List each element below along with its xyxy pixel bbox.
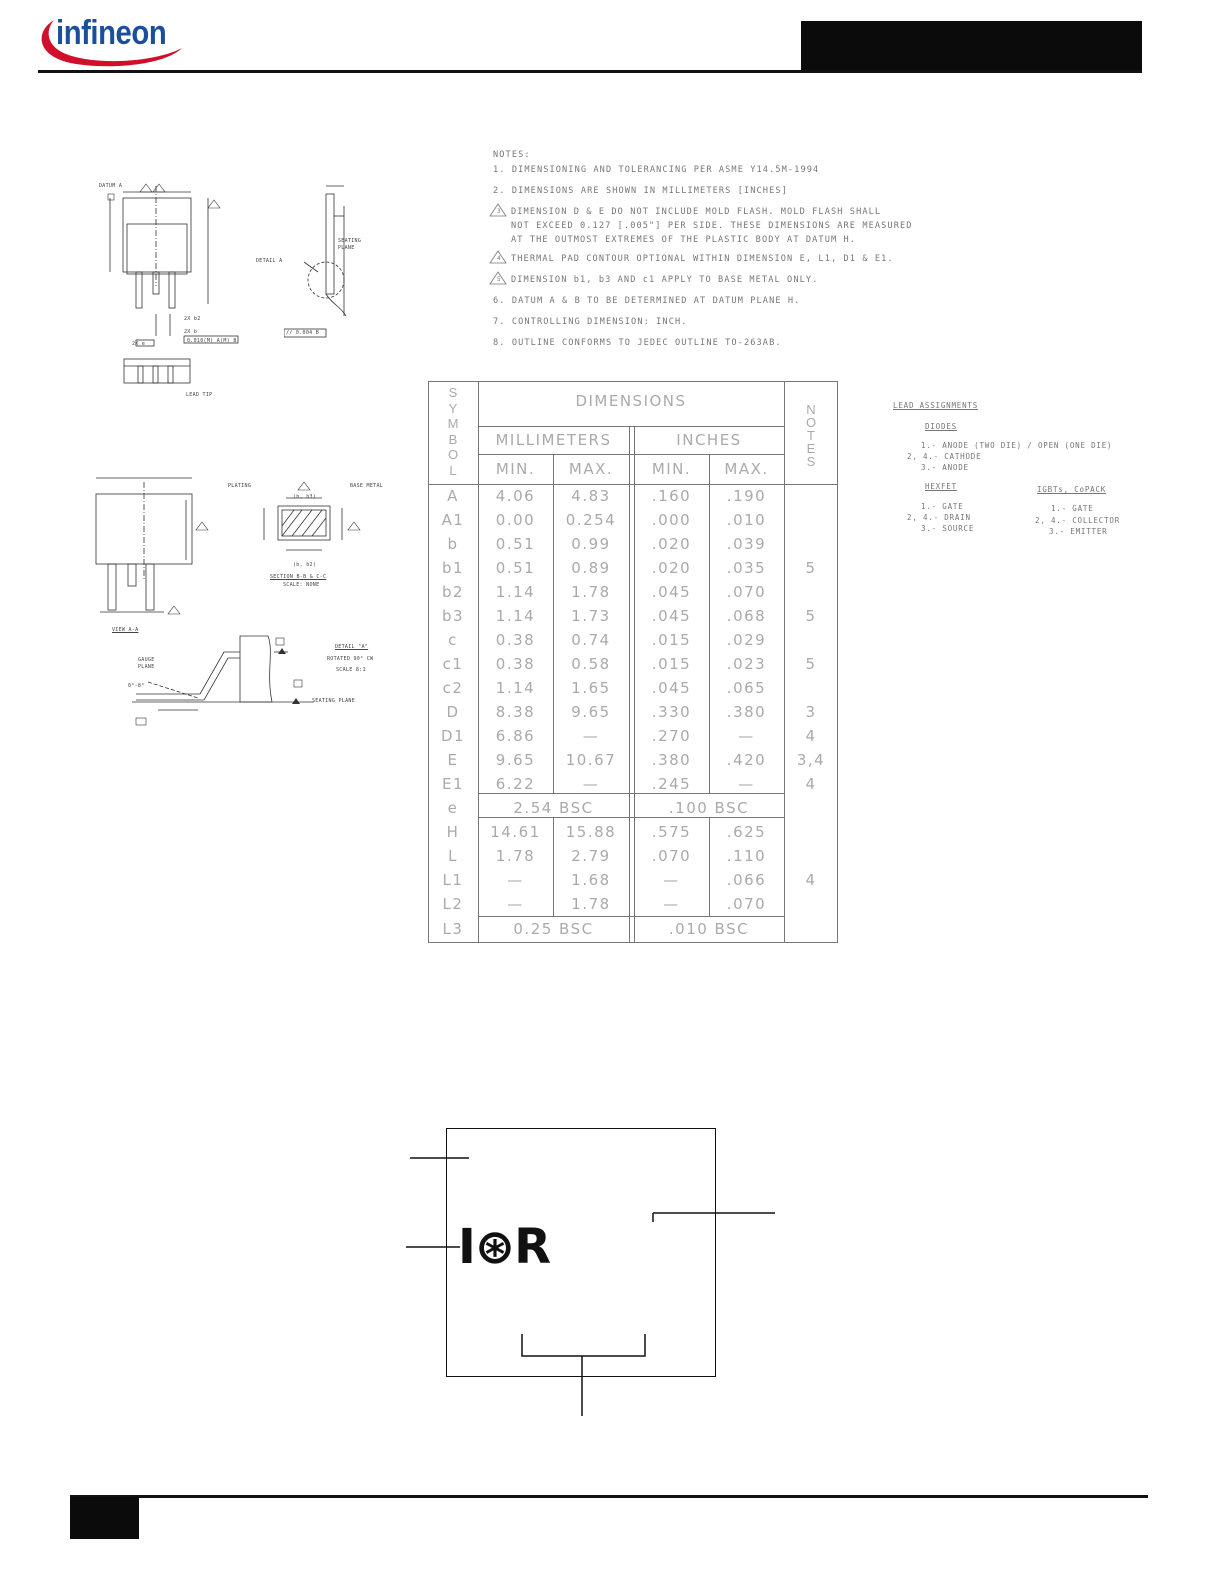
dim-2xb2-label: 2X b2 [184,316,201,322]
igbt-line-2: 2, 4.- COLLECTOR [1035,516,1121,525]
diodes-line-3: 3.- ANODE [921,463,969,472]
row-in-max: .065 [726,679,767,697]
inches-header: INCHES [676,431,742,449]
row-mm-min: 4.06 [495,487,536,505]
row-in-min: .270 [651,727,692,745]
row-symbol: L [448,847,458,865]
row-in-max: .035 [726,559,767,577]
dimension-table [428,381,838,943]
table-border-bottom [428,942,838,943]
row-mm-min: — [507,871,524,889]
lead-assignments-title: LEAD ASSIGNMENTS [893,401,979,410]
row-mm-max: 15.88 [565,823,617,841]
hexfet-line-3: 3.- SOURCE [921,524,975,533]
logo-text: infineon [56,14,167,52]
row-mm-max: 1.73 [571,607,611,625]
row-in-max: .068 [726,607,767,625]
row-note: 4 [805,871,817,889]
row-mm-min: 0.51 [495,559,536,577]
row-symbol: A [447,487,459,505]
row-mm-max: 2.79 [571,847,611,865]
note-4: 4 THERMAL PAD CONTOUR OPTIONAL WITHIN DIMENSION E, L1, D1 & E1. [493,252,518,322]
row-mm-max: 1.78 [571,583,611,601]
mm-min-header: MIN. [495,460,536,478]
row-symbol: L1 [442,871,464,889]
row-in-min: .015 [651,631,692,649]
row-note: 5 [805,559,817,577]
row-mm-min: 6.86 [495,727,536,745]
row-mm-max: 9.65 [571,703,611,721]
row-mm-max: 1.68 [571,871,611,889]
row-note: 5 [805,607,817,625]
igbt-title: IGBTs, CoPACK [1037,485,1107,494]
row-symbol: E1 [441,775,465,793]
view-a-a-drawing [92,470,212,635]
scale-none-label: SCALE: NONE [283,582,320,588]
row-symbol: L3 [442,920,464,938]
row-in-max: .029 [726,631,767,649]
row-note: 4 [805,775,817,793]
in-min-header: MIN. [651,460,692,478]
table-hline-header [428,484,838,485]
row-mm-min: 0.38 [495,631,536,649]
row-in-max: .110 [726,847,767,865]
table-border-top [428,381,838,382]
note-7: 7. CONTROLLING DIMENSION: INCH. [493,317,688,327]
row-mm-max: — [582,727,600,745]
row-mm-max: 0.99 [571,535,611,553]
section-b-b-drawing [256,478,366,558]
tolerance-frame-2: // 0.004 B [286,330,320,336]
row-in-min: .330 [651,703,692,721]
footer-rule [70,1495,1148,1498]
row-in-max: .066 [726,871,767,889]
scale-8-1-label: SCALE 8:1 [336,667,366,673]
row-mm-max: 1.65 [571,679,611,697]
row-symbol: b2 [441,583,465,601]
marking-leader-lines [405,1150,785,1420]
row-in-min: .245 [651,775,692,793]
table-divider-mm-in-a [629,426,630,943]
row-in-min: .045 [651,679,692,697]
diodes-line-1: 1.- ANODE (TWO DIE) / OPEN (ONE DIE) [921,441,1113,450]
diodes-line-2: 2, 4.- CATHODE [907,452,982,461]
note-6: 6. DATUM A & B TO BE DETERMINED AT DATUM PLANE H. [493,296,801,306]
row-mm-min: 8.38 [495,703,536,721]
seating-plane-label: SEATING PLANE [338,238,362,251]
row-in-max: .023 [726,655,767,673]
infineon-logo [36,10,186,68]
row-symbol: D [446,703,460,721]
dim-2xb-label: 2X b [184,329,198,335]
row-in-max: .070 [726,583,767,601]
row-note: 5 [805,655,817,673]
row-mm-min: — [507,895,524,913]
hexfet-line-2: 2, 4.- DRAIN [907,513,971,522]
row-symbol: A1 [441,511,465,529]
row-symbol: c2 [442,679,464,697]
detail-a-drawing [128,632,318,732]
package-side-view-drawing [284,176,364,341]
row-mm-bsc: 2.54 BSC [513,799,594,817]
row-in-max: — [738,775,755,793]
header-block [801,21,1142,72]
dim-2xe-label: 2X e [132,341,146,347]
detail-a-label: DETAIL A [256,258,283,264]
row-mm-max: — [582,775,600,793]
row-in-max: .010 [726,511,767,529]
row-mm-min: 0.38 [495,655,536,673]
row-in-min: .070 [651,847,692,865]
row-symbol: c1 [442,655,464,673]
package-front-view-drawing [96,176,246,401]
row-symbol: e [447,799,459,817]
notes-header: N O T E S [805,402,817,469]
row-note: 3 [805,703,817,721]
plating-label: PLATING [228,483,252,489]
symbol-header: S Y M B O L [447,385,459,478]
row-in-min: — [663,895,680,913]
row-in-min: .045 [651,607,692,625]
ior-logo: I⊛R [458,1219,551,1275]
row-mm-min: 0.51 [495,535,536,553]
row-in-min: .160 [651,487,692,505]
b-b2-label: (b, b2) [293,562,317,568]
row-in-min: .380 [651,751,692,769]
header-rule [38,70,1142,73]
table-hline-e-top [478,793,784,794]
row-mm-max: 0.58 [571,655,611,673]
gauge-plane-label: GAUGE PLANE [138,657,155,670]
detail-a-title: DETAIL "A" [335,644,369,650]
row-symbol: c [448,631,458,649]
row-in-min: .000 [651,511,692,529]
row-mm-min: 1.78 [495,847,536,865]
note-3: 3 DIMENSION D & E DO NOT INCLUDE MOLD FLASH. MOLD FLASH SHALL NOT EXCEED 0.127 [.005"] PER SIDE. THESE DIMENSIONS ARE MEASURED AT THE OUTMOST EXTREMES OF THE PLASTIC BODY AT DATUM H. [493,205,518,275]
row-symbol: b3 [441,607,465,625]
notes-title: NOTES: [493,150,531,160]
mm-max-header: MAX. [568,460,614,478]
row-in-min: — [663,871,680,889]
table-hline-l3-top [478,916,784,917]
row-symbol: H [446,823,460,841]
row-in-min: .015 [651,655,692,673]
datum-a-label: DATUM A [99,183,123,189]
row-mm-min: 14.61 [490,823,541,841]
igbt-line-3: 3.- EMITTER [1049,527,1108,536]
row-symbol: E [447,751,459,769]
row-mm-min: 1.14 [495,583,536,601]
row-in-max: .625 [726,823,767,841]
dimensions-header: DIMENSIONS [575,392,687,410]
row-in-min: .020 [651,559,692,577]
igbt-line-1: 1.- GATE [1051,504,1094,513]
row-mm-min: 6.22 [495,775,536,793]
row-mm-min: 1.14 [495,607,536,625]
hexfet-title: HEXFET [925,482,957,491]
row-mm-max: 0.254 [565,511,617,529]
row-mm-min: 9.65 [495,751,536,769]
row-mm-min: 1.14 [495,679,536,697]
note-1: 1. DIMENSIONING AND TOLERANCING PER ASME Y14.5M-1994 [493,165,820,175]
row-in-bsc: .100 BSC [668,799,750,817]
row-symbol: b [447,535,459,553]
row-in-min: .575 [651,823,692,841]
row-in-max: .190 [726,487,767,505]
note-2: 2. DIMENSIONS ARE SHOWN IN MILLIMETERS [INCHES] [493,186,788,196]
table-hline-units [478,454,784,455]
row-note: 4 [805,727,817,745]
row-in-max: .380 [726,703,767,721]
row-in-max: .070 [726,895,767,913]
base-metal-label: BASE METAL [350,483,384,489]
b-b3-label: (b, b3) [293,494,317,500]
row-symbol: b1 [441,559,465,577]
row-symbol: L2 [442,895,464,913]
row-in-max: — [738,727,755,745]
millimeters-header: MILLIMETERS [495,431,612,449]
note-5: 5 DIMENSION b1, b3 AND c1 APPLY TO BASE METAL ONLY. [493,273,518,343]
row-symbol: D1 [440,727,466,745]
row-mm-max: 4.83 [571,487,611,505]
lead-tip-label: LEAD TIP [186,392,213,398]
row-mm-min: 0.00 [495,511,536,529]
section-label: SECTION B-B & C-C [270,574,327,580]
row-mm-bsc: 0.25 BSC [513,920,594,938]
row-in-min: .045 [651,583,692,601]
row-note: 3,4 [796,751,826,769]
footer-page-block [70,1497,139,1539]
row-in-max: .420 [726,751,767,769]
table-hline-dimensions [478,426,784,427]
row-mm-max: 0.74 [571,631,611,649]
row-in-max: .039 [726,535,767,553]
row-mm-max: 1.78 [571,895,611,913]
diodes-title: DIODES [925,422,957,431]
theta-label: 0°-8° [128,683,145,689]
row-in-bsc: .010 BSC [668,920,750,938]
detail-seating-plane-label: SEATING PLANE [312,698,356,704]
in-max-header: MAX. [724,460,769,478]
note-8: 8. OUTLINE CONFORMS TO JEDEC OUTLINE TO-263AB. [493,338,782,348]
row-in-min: .020 [651,535,692,553]
hexfet-line-1: 1.- GATE [921,502,964,511]
row-mm-max: 10.67 [565,751,617,769]
row-mm-max: 0.89 [571,559,611,577]
view-a-a-label: VIEW A-A [112,627,139,633]
table-hline-e-bottom [478,817,784,818]
rotated-label: ROTATED 90° CW [327,656,374,662]
tolerance-frame-1: 0.010(M) A(M) B [187,338,237,344]
